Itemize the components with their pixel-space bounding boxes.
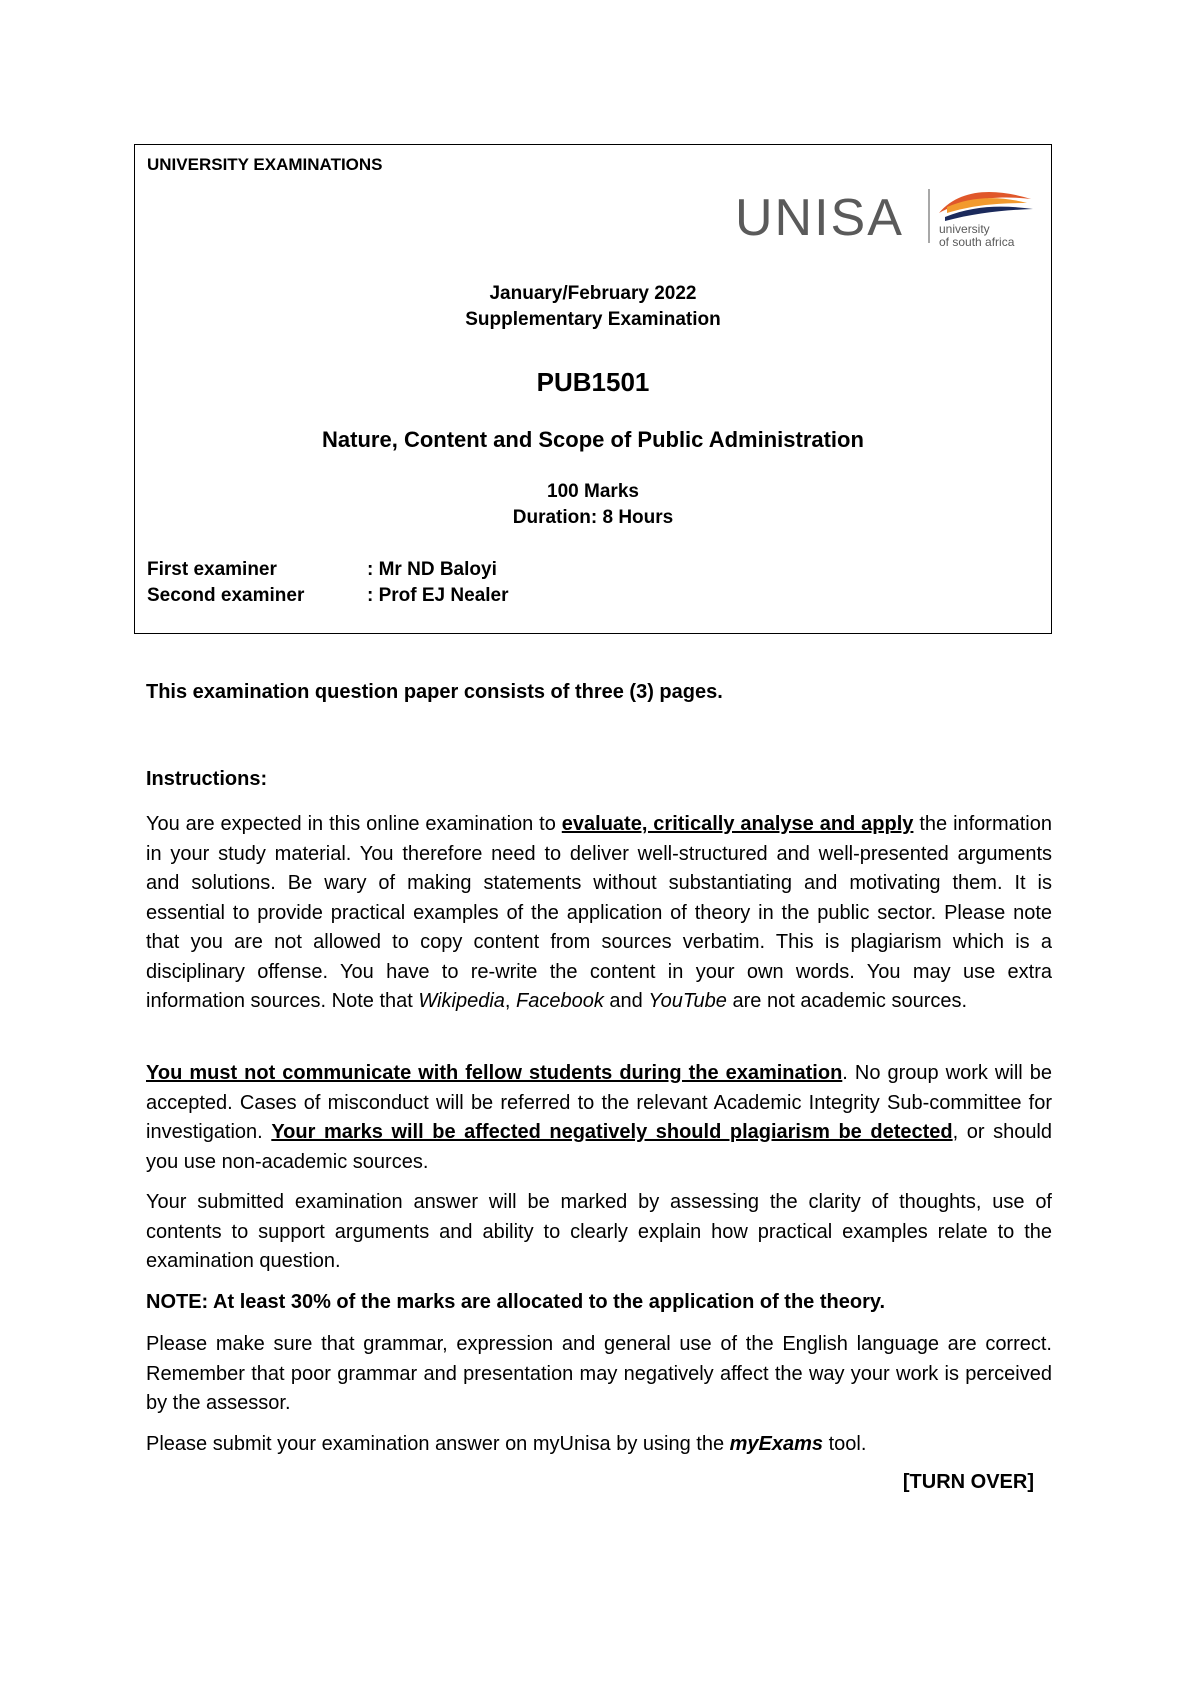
- turn-over-label: [TURN OVER]: [902, 1471, 1034, 1493]
- second-examiner-row: [147, 585, 509, 607]
- first-examiner-label: First examiner: [147, 559, 277, 580]
- unisa-logo: [735, 183, 1035, 255]
- page-count-statement: This examination question paper consists of three (3) pages.: [146, 681, 723, 703]
- instruction-paragraph-2: You must not communicate with fellow students during the examination. No group work will be accepted. Cases of misconduct will be referred to the relevant Academic Integrity Sub-committee for investigation. Your marks will be affected negatively should plagiarism be detected, or should you use non-academic sources.: [146, 1062, 1053, 1173]
- note-paragraph: NOTE: At least 30% of the marks are allocated to the application of the theory.: [146, 1291, 886, 1313]
- module-code: PUB1501: [536, 367, 650, 397]
- exam-duration: Duration: 8 Hours: [512, 507, 674, 528]
- exam-type: Supplementary Examination: [465, 309, 721, 330]
- module-title: Nature, Content and Scope of Public Administration: [322, 427, 864, 452]
- first-examiner-name: : Mr ND Baloyi: [367, 559, 497, 580]
- university-examinations-label: UNIVERSITY EXAMINATIONS: [147, 155, 383, 174]
- logo-tagline-2: of south africa: [939, 235, 1015, 249]
- instruction-paragraph-1: You are expected in this online examination to evaluate, critically analyse and apply the information in your study material. You therefore need to deliver well-structured and well-presented arguments and solutions. Be wary of making statements without substantiating and motivating them. It is essential to provide practical examples of the application of theory in the public sector. Please note that you are not allowed to copy content from sources verbatim. This is plagiarism which is a disciplinary offense. You have to re-write the content in your own words. You may use extra information sources. Note that Wikipedia, Facebook and YouTube are not academic sources.: [146, 813, 1052, 1012]
- second-examiner-name: : Prof EJ Nealer: [367, 585, 509, 606]
- instruction-paragraph-3: Your submitted examination answer will be marked by assessing the clarity of thoughts, use of contents to support arguments and ability to clearly explain how practical examples relate to the examination question.: [146, 1191, 1052, 1272]
- total-marks: 100 Marks: [547, 481, 639, 502]
- logo-tagline-1: university: [939, 222, 990, 236]
- second-examiner-label: Second examiner: [147, 585, 305, 606]
- instruction-paragraph-5: Please make sure that grammar, expression and general use of the English language are correct. Remember that poor grammar and presentation may negatively affect the way your work is perceived by the assessor.: [146, 1333, 1052, 1414]
- instruction-paragraph-6: Please submit your examination answer on myUnisa by using the myExams tool.: [146, 1433, 867, 1455]
- exam-header-box: [134, 144, 1052, 634]
- exam-session: January/February 2022: [489, 283, 697, 304]
- logo-wordmark: UNISA: [735, 189, 904, 247]
- first-examiner-row: [147, 559, 497, 581]
- instructions-heading: Instructions:: [146, 768, 268, 790]
